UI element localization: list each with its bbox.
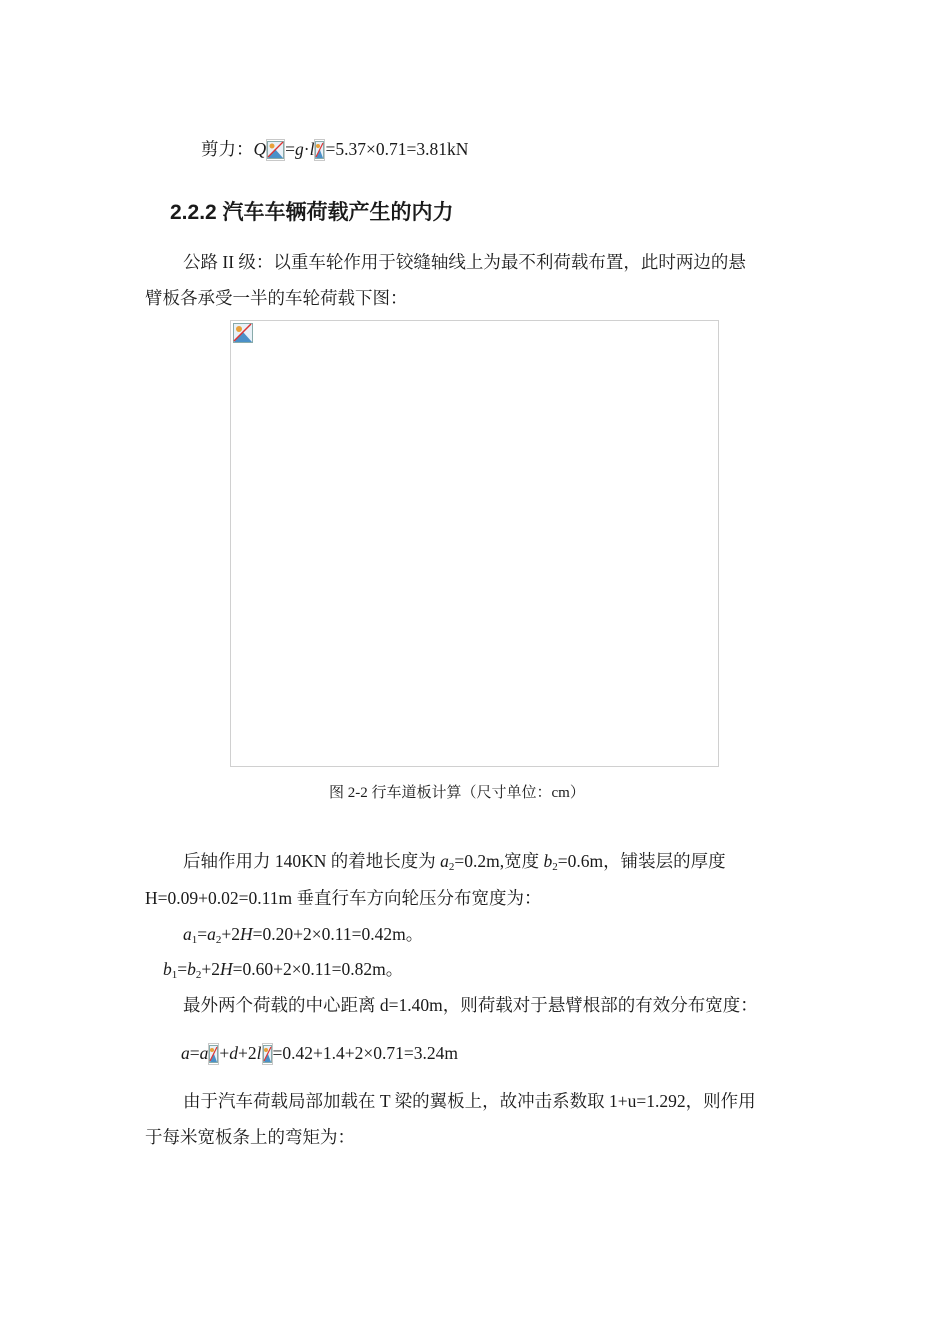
figure-caption: 图 2-2 行车道板计算（尺寸单位：cm） <box>329 785 585 801</box>
equation-a: a=a +d+2l =0.42+1.4+2×0.71=3.24m <box>181 1043 458 1063</box>
equation-b1: $b_1=b_2+2H=0.60+2\times 0.11=0.82m$。 <box>163 959 404 981</box>
intro-line-2: 臂板各承受一半的车轮荷载下图： <box>145 288 408 308</box>
impact-line-1: 由于汽车荷载局部加载在 T 梁的翼板上，故冲击系数取 1+u=1.292，则作用 <box>183 1091 756 1111</box>
distance-line: 最外两个荷载的中心距离 d=1.40m，则荷载对于悬臂根部的有效分布宽度： <box>183 995 758 1015</box>
broken-image-icon <box>208 1043 219 1065</box>
shear-formula: 剪力：Q =g·l =5.37×0.71=3.81kN <box>201 139 469 159</box>
equation-a1: $a_1=a_2+2H=0.20+2\times 0.11=0.42m$。 <box>183 924 424 946</box>
figure-image-placeholder <box>230 320 719 767</box>
symbol-q: Q <box>253 139 267 159</box>
broken-image-icon <box>314 139 325 161</box>
broken-image-icon <box>262 1043 273 1065</box>
axle-line-2: H=0.09+0.02=0.11m 垂直行车方向轮压分布宽度为： <box>145 888 542 908</box>
impact-line-2: 于每米宽板条上的弯矩为： <box>145 1127 355 1147</box>
section-heading: 2.2.2 汽车车辆荷载产生的内力 <box>170 201 454 224</box>
axle-line-1: 后轴作用力 140KN 的着地长度为 $a_2=0.2m$,宽度 $b_2=0.6m$，铺装层的厚度 <box>183 851 726 873</box>
broken-image-icon <box>266 139 285 161</box>
shear-label: 剪力： <box>201 139 254 159</box>
broken-image-icon <box>233 323 253 348</box>
intro-line-1: 公路 II 级：以重车轮作用于铰缝轴线上为最不利荷载布置，此时两边的悬 <box>183 252 746 272</box>
